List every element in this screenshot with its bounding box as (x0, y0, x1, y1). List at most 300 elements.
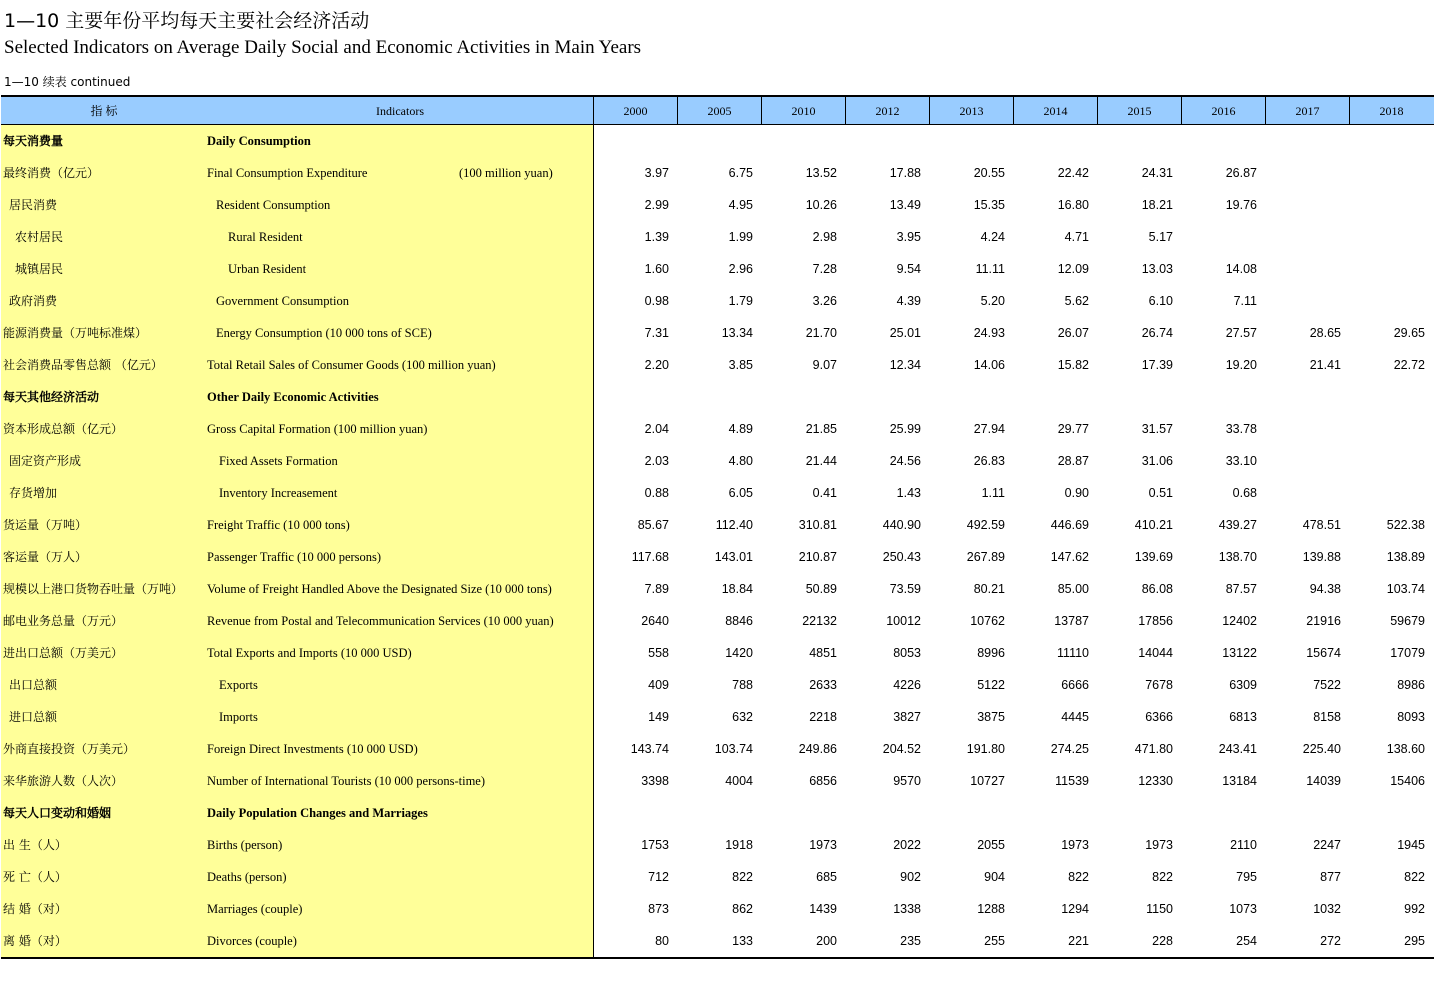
value-cell: 8093 (1397, 710, 1425, 724)
value-cell: 225.40 (1302, 742, 1341, 756)
value-cell: 13787 (1054, 614, 1089, 628)
value-cell: 138.60 (1386, 742, 1425, 756)
value-cell: 267.89 (966, 550, 1005, 564)
row-label-en: Exports (219, 678, 258, 692)
value-cell: 5.17 (1148, 230, 1173, 244)
value-cell: 147.62 (1050, 550, 1089, 564)
value-cell: 410.21 (1134, 518, 1173, 532)
table-row (1, 861, 1434, 893)
row-label-cn: 离 婚（对） (3, 934, 67, 948)
row-label-cn: 出 生（人） (3, 838, 67, 852)
value-cell: 446.69 (1050, 518, 1089, 532)
value-cell: 12330 (1138, 774, 1173, 788)
value-cell: 1420 (725, 646, 753, 660)
value-cell: 28.65 (1309, 326, 1341, 340)
value-cell: 632 (732, 710, 753, 724)
value-cell: 4226 (893, 678, 921, 692)
value-cell: 1032 (1313, 902, 1341, 916)
value-cell: 795 (1236, 870, 1257, 884)
value-cell: 1945 (1397, 838, 1425, 852)
value-cell: 8846 (725, 614, 753, 628)
value-cell: 788 (732, 678, 753, 692)
header-year: 2013 (929, 97, 1013, 125)
value-cell: 4.39 (896, 294, 921, 308)
table-row (1, 221, 1434, 253)
table-row (1, 605, 1434, 637)
value-cell: 204.52 (882, 742, 921, 756)
row-label-cn: 来华旅游人数（人次） (3, 774, 124, 788)
value-cell: 1.60 (644, 262, 669, 276)
value-cell: 7.31 (644, 326, 669, 340)
value-cell: 8053 (893, 646, 921, 660)
value-cell: 4.71 (1064, 230, 1089, 244)
value-cell: 0.98 (644, 294, 669, 308)
row-label-en: Volume of Freight Handled Above the Designated Size (10 000 tons) (207, 582, 552, 596)
value-cell: 1.99 (728, 230, 753, 244)
value-cell: 4.80 (728, 454, 753, 468)
row-label-cn: 进口总额 (9, 710, 58, 724)
value-cell: 5122 (977, 678, 1005, 692)
row-label-en: Daily Consumption (207, 134, 311, 148)
value-cell: 12402 (1222, 614, 1257, 628)
value-cell: 29.77 (1057, 422, 1089, 436)
value-cell: 440.90 (882, 518, 921, 532)
row-label-cn: 农村居民 (15, 230, 64, 244)
value-cell: 712 (648, 870, 669, 884)
value-cell: 50.89 (805, 582, 837, 596)
table-row (1, 829, 1434, 861)
value-cell: 17079 (1390, 646, 1425, 660)
value-cell: 138.70 (1218, 550, 1257, 564)
table-row (1, 477, 1434, 509)
value-cell: 822 (1152, 870, 1173, 884)
row-label-cn: 最终消费（亿元） (3, 166, 100, 180)
row-label-en: Passenger Traffic (10 000 persons) (207, 550, 382, 564)
value-cell: 24.31 (1141, 166, 1173, 180)
row-label-cn: 规模以上港口货物吞吐量（万吨） (3, 582, 184, 596)
value-cell: 33.10 (1225, 454, 1257, 468)
value-cell: 1.39 (644, 230, 669, 244)
value-cell: 558 (648, 646, 669, 660)
value-cell: 6666 (1061, 678, 1089, 692)
value-cell: 255 (984, 934, 1005, 948)
row-label-en: Number of International Tourists (10 000 persons-time) (207, 774, 486, 788)
value-cell: 22.72 (1393, 358, 1425, 372)
value-cell: 7.11 (1233, 294, 1257, 308)
value-cell: 13184 (1222, 774, 1257, 788)
value-cell: 7678 (1145, 678, 1173, 692)
continued-label: 1—10 续表 continued (4, 75, 131, 89)
value-cell: 7.89 (644, 582, 669, 596)
row-label-cn: 出口总额 (9, 678, 58, 692)
value-cell: 274.25 (1050, 742, 1089, 756)
value-cell: 13.34 (721, 326, 753, 340)
row-label-cn: 居民消费 (9, 198, 58, 212)
value-cell: 139.69 (1134, 550, 1173, 564)
value-cell: 9.07 (812, 358, 837, 372)
table-row (1, 701, 1434, 733)
value-cell: 228 (1152, 934, 1173, 948)
header-year: 2010 (761, 97, 845, 125)
value-cell: 21916 (1306, 614, 1341, 628)
value-cell: 1073 (1229, 902, 1257, 916)
value-cell: 3.85 (728, 358, 753, 372)
value-cell: 6309 (1229, 678, 1257, 692)
value-cell: 17.88 (889, 166, 921, 180)
value-cell: 14044 (1138, 646, 1173, 660)
value-cell: 11539 (1055, 774, 1089, 788)
row-label-cn: 结 婚（对） (3, 902, 67, 916)
row-label-cn: 每天消费量 (3, 134, 64, 148)
row-label-en: Fixed Assets Formation (219, 454, 338, 468)
value-cell: 6.10 (1148, 294, 1173, 308)
page-title-cn: 1—10 主要年份平均每天主要社会经济活动 (4, 10, 370, 32)
value-cell: 15406 (1390, 774, 1425, 788)
row-label-en: Births (person) (207, 838, 283, 852)
value-cell: 471.80 (1134, 742, 1173, 756)
header-year: 2012 (845, 97, 929, 125)
value-cell: 2.96 (728, 262, 753, 276)
row-label-en: Resident Consumption (216, 198, 331, 212)
value-cell: 221 (1068, 934, 1089, 948)
value-cell: 200 (816, 934, 837, 948)
value-cell: 1.43 (896, 486, 921, 500)
value-cell: 10012 (886, 614, 921, 628)
value-cell: 28.87 (1057, 454, 1089, 468)
value-cell: 103.74 (1386, 582, 1425, 596)
value-cell: 3875 (977, 710, 1005, 724)
section-row (1, 381, 1434, 413)
value-cell: 13.49 (889, 198, 921, 212)
value-cell: 16.80 (1057, 198, 1089, 212)
value-cell: 103.74 (714, 742, 753, 756)
value-cell: 31.06 (1141, 454, 1173, 468)
header-year: 2016 (1181, 97, 1265, 125)
value-cell: 6.75 (728, 166, 753, 180)
table-row (1, 765, 1434, 797)
value-cell: 1973 (1061, 838, 1089, 852)
value-cell: 15.82 (1057, 358, 1089, 372)
value-cell: 143.01 (714, 550, 753, 564)
value-cell: 21.44 (805, 454, 837, 468)
value-cell: 11110 (1057, 646, 1089, 660)
value-cell: 10727 (970, 774, 1005, 788)
value-cell: 33.78 (1225, 422, 1257, 436)
value-cell: 4445 (1061, 710, 1089, 724)
value-cell: 2022 (893, 838, 921, 852)
value-cell: 6366 (1145, 710, 1173, 724)
row-label-en: Other Daily Economic Activities (207, 390, 379, 404)
value-cell: 14039 (1306, 774, 1341, 788)
value-cell: 21.41 (1309, 358, 1341, 372)
value-cell: 17.39 (1141, 358, 1173, 372)
value-cell: 10.26 (805, 198, 837, 212)
value-cell: 3.97 (644, 166, 669, 180)
row-label-en: Freight Traffic (10 000 tons) (207, 518, 350, 532)
value-cell: 29.65 (1393, 326, 1425, 340)
value-cell: 17856 (1138, 614, 1173, 628)
header-year: 2005 (677, 97, 761, 125)
page-title-en: Selected Indicators on Average Daily Social and Economic Activities in Main Years (4, 37, 642, 58)
value-cell: 24.93 (973, 326, 1005, 340)
value-cell: 18.21 (1141, 198, 1173, 212)
value-cell: 8996 (977, 646, 1005, 660)
value-cell: 94.38 (1309, 582, 1341, 596)
value-cell: 862 (732, 902, 753, 916)
value-cell: 22.42 (1057, 166, 1089, 180)
value-cell: 3.26 (812, 294, 837, 308)
value-cell: 13.03 (1141, 262, 1173, 276)
value-cell: 4004 (725, 774, 753, 788)
value-cell: 7.28 (812, 262, 837, 276)
value-cell: 85.67 (637, 518, 669, 532)
section-row (1, 797, 1434, 829)
value-cell: 310.81 (798, 518, 837, 532)
row-label-cn: 资本形成总额（亿元） (3, 422, 124, 436)
value-cell: 992 (1404, 902, 1425, 916)
value-cell: 139.88 (1302, 550, 1341, 564)
value-cell: 7522 (1313, 678, 1341, 692)
value-cell: 9570 (893, 774, 921, 788)
value-cell: 3398 (641, 774, 669, 788)
value-cell: 1753 (641, 838, 669, 852)
value-cell: 3827 (893, 710, 921, 724)
row-label-en: Divorces (couple) (207, 934, 297, 948)
value-cell: 19.76 (1225, 198, 1257, 212)
row-unit: (100 million yuan) (459, 166, 553, 180)
row-label-cn: 每天人口变动和婚姻 (3, 806, 112, 820)
header-year: 2014 (1013, 97, 1097, 125)
row-label-cn: 固定资产形成 (9, 454, 82, 468)
value-cell: 15.35 (973, 198, 1005, 212)
value-cell: 24.56 (889, 454, 921, 468)
value-cell: 243.41 (1218, 742, 1257, 756)
row-label-cn: 能源消费量（万吨标准煤） (3, 326, 148, 340)
row-label-cn: 死 亡（人） (3, 870, 67, 884)
table-row (1, 285, 1434, 317)
section-row (1, 125, 1434, 157)
value-cell: 26.87 (1225, 166, 1257, 180)
header-year: 2018 (1349, 97, 1433, 125)
table-row (1, 445, 1434, 477)
header-indicator-cn: 指 标 (90, 104, 118, 118)
value-cell: 87.57 (1225, 582, 1257, 596)
value-cell: 143.74 (630, 742, 669, 756)
value-cell: 1918 (725, 838, 753, 852)
value-cell: 22132 (802, 614, 837, 628)
value-cell: 12.09 (1057, 262, 1089, 276)
row-label-cn: 政府消费 (9, 294, 58, 308)
value-cell: 2.03 (644, 454, 669, 468)
table-row (1, 573, 1434, 605)
value-cell: 12.34 (889, 358, 921, 372)
value-cell: 685 (816, 870, 837, 884)
value-cell: 20.55 (973, 166, 1005, 180)
value-cell: 2.99 (644, 198, 669, 212)
row-label-en: Total Retail Sales of Consumer Goods (100 million yuan) (207, 358, 496, 372)
value-cell: 0.90 (1064, 486, 1089, 500)
row-label-en: Imports (219, 710, 258, 724)
value-cell: 2.20 (644, 358, 669, 372)
table-row (1, 509, 1434, 541)
row-label-en: Government Consumption (216, 294, 349, 308)
value-cell: 8158 (1313, 710, 1341, 724)
row-label-en: Energy Consumption (10 000 tons of SCE) (216, 326, 432, 340)
value-cell: 1973 (1145, 838, 1173, 852)
row-label-cn: 城镇居民 (15, 262, 64, 276)
row-label-cn: 社会消费品零售总额 （亿元） (3, 358, 163, 372)
value-cell: 4851 (809, 646, 837, 660)
value-cell: 31.57 (1141, 422, 1173, 436)
value-cell: 9.54 (896, 262, 921, 276)
value-cell: 14.08 (1225, 262, 1257, 276)
value-cell: 822 (732, 870, 753, 884)
value-cell: 6.05 (728, 486, 753, 500)
value-cell: 191.80 (966, 742, 1005, 756)
value-cell: 14.06 (973, 358, 1005, 372)
value-cell: 1.79 (728, 294, 753, 308)
value-cell: 272 (1320, 934, 1341, 948)
value-cell: 1294 (1061, 902, 1089, 916)
value-cell: 873 (648, 902, 669, 916)
header-year: 2017 (1265, 97, 1349, 125)
value-cell: 27.57 (1225, 326, 1257, 340)
table-row (1, 189, 1434, 221)
value-cell: 80.21 (973, 582, 1005, 596)
table-row (1, 925, 1434, 957)
value-cell: 2.04 (644, 422, 669, 436)
value-cell: 112.40 (715, 518, 753, 532)
table-row (1, 541, 1434, 573)
value-cell: 18.84 (721, 582, 753, 596)
value-cell: 25.01 (889, 326, 921, 340)
header-indicator-en: Indicators (376, 104, 424, 118)
row-label-en: Gross Capital Formation (100 million yuan) (207, 422, 428, 436)
table-row (1, 637, 1434, 669)
value-cell: 439.27 (1218, 518, 1257, 532)
value-cell: 2218 (809, 710, 837, 724)
row-label-cn: 货运量（万吨） (3, 518, 88, 532)
value-cell: 6813 (1229, 710, 1257, 724)
table-row (1, 349, 1434, 381)
table-row (1, 317, 1434, 349)
table-row (1, 413, 1434, 445)
value-cell: 492.59 (966, 518, 1005, 532)
value-cell: 86.08 (1141, 582, 1173, 596)
value-cell: 80 (655, 934, 669, 948)
table-header (1, 95, 1434, 125)
value-cell: 138.89 (1386, 550, 1425, 564)
row-label-en: Urban Resident (228, 262, 307, 276)
value-cell: 1150 (1146, 902, 1173, 916)
row-label-en: Total Exports and Imports (10 000 USD) (207, 646, 412, 660)
row-label-en: Inventory Increasement (219, 486, 338, 500)
value-cell: 26.74 (1141, 326, 1173, 340)
row-label-cn: 邮电业务总量（万元） (3, 614, 124, 628)
value-cell: 21.85 (805, 422, 837, 436)
table-body (1, 125, 1434, 959)
value-cell: 4.95 (728, 198, 753, 212)
value-cell: 2.98 (812, 230, 837, 244)
value-cell: 0.41 (812, 486, 837, 500)
value-cell: 904 (984, 870, 1005, 884)
value-cell: 1973 (809, 838, 837, 852)
value-cell: 295 (1404, 934, 1425, 948)
value-cell: 822 (1068, 870, 1089, 884)
table-row (1, 157, 1434, 189)
value-cell: 822 (1404, 870, 1425, 884)
value-cell: 522.38 (1386, 518, 1425, 532)
value-cell: 59679 (1390, 614, 1425, 628)
row-label-cn: 进出口总额（万美元） (3, 646, 124, 660)
value-cell: 10762 (970, 614, 1005, 628)
row-label-en: Final Consumption Expenditure (207, 166, 368, 180)
value-cell: 117.68 (631, 550, 669, 564)
row-label-cn: 外商直接投资（万美元） (3, 742, 136, 756)
value-cell: 409 (648, 678, 669, 692)
value-cell: 25.99 (889, 422, 921, 436)
value-cell: 5.62 (1064, 294, 1089, 308)
row-label-en: Deaths (person) (207, 870, 287, 884)
value-cell: 8986 (1397, 678, 1425, 692)
row-label-en: Foreign Direct Investments (10 000 USD) (207, 742, 418, 756)
value-cell: 210.87 (798, 550, 837, 564)
value-cell: 0.51 (1148, 486, 1173, 500)
value-cell: 1338 (893, 902, 921, 916)
value-cell: 2055 (977, 838, 1005, 852)
value-cell: 3.95 (896, 230, 921, 244)
value-cell: 13122 (1222, 646, 1257, 660)
row-label-cn: 存货增加 (9, 486, 58, 500)
value-cell: 2110 (1230, 838, 1257, 852)
value-cell: 2247 (1313, 838, 1341, 852)
value-cell: 250.43 (882, 550, 921, 564)
value-cell: 6856 (809, 774, 837, 788)
table-row (1, 733, 1434, 765)
value-cell: 0.88 (644, 486, 669, 500)
value-cell: 902 (900, 870, 921, 884)
value-cell: 5.20 (980, 294, 1005, 308)
value-cell: 4.89 (728, 422, 753, 436)
row-label-en: Revenue from Postal and Telecommunication Services (10 000 yuan) (207, 614, 554, 628)
table-row (1, 893, 1434, 925)
table-row (1, 253, 1434, 285)
row-label-en: Rural Resident (228, 230, 303, 244)
value-cell: 26.83 (973, 454, 1005, 468)
value-cell: 1439 (809, 902, 837, 916)
indicator-table (1, 95, 1434, 959)
value-cell: 73.59 (889, 582, 921, 596)
value-cell: 19.20 (1225, 358, 1257, 372)
value-cell: 254 (1236, 934, 1257, 948)
row-label-en: Marriages (couple) (207, 902, 303, 916)
value-cell: 11.11 (975, 262, 1005, 276)
row-label-en: Daily Population Changes and Marriages (207, 806, 428, 820)
value-cell: 149 (648, 710, 669, 724)
value-cell: 1288 (977, 902, 1005, 916)
value-cell: 27.94 (973, 422, 1005, 436)
value-cell: 15674 (1306, 646, 1341, 660)
value-cell: 877 (1320, 870, 1341, 884)
value-cell: 249.86 (798, 742, 837, 756)
value-cell: 13.52 (805, 166, 837, 180)
value-cell: 478.51 (1302, 518, 1341, 532)
value-cell: 26.07 (1057, 326, 1089, 340)
value-cell: 1.11 (981, 486, 1005, 500)
value-cell: 133 (732, 934, 753, 948)
value-cell: 0.68 (1232, 486, 1257, 500)
value-cell: 85.00 (1057, 582, 1089, 596)
